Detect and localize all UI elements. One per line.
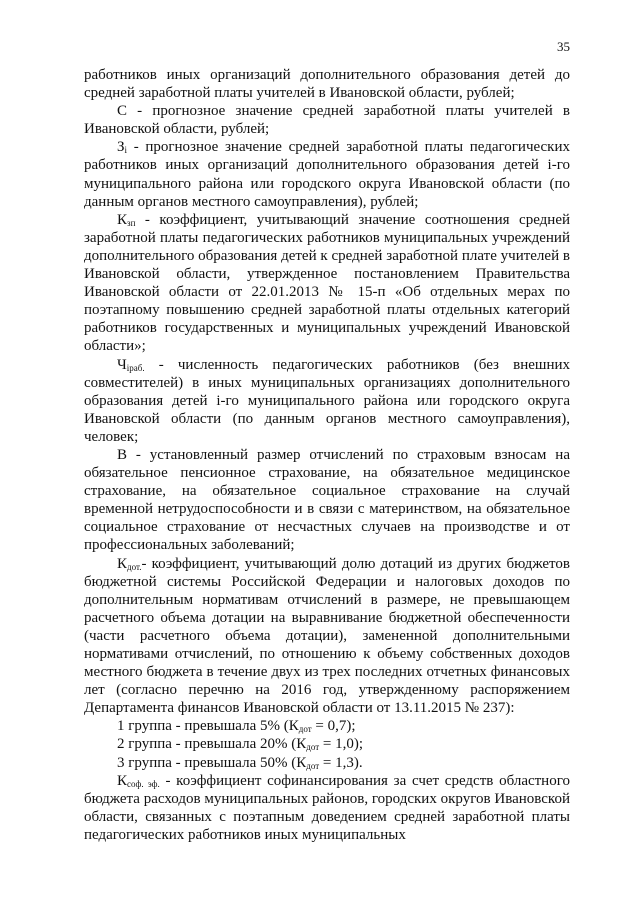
symbol-subscript: дот. bbox=[127, 561, 142, 572]
paragraph-c-definition: С - прогнозное значение средней заработной платы учителей в Ивановской области, рублей; bbox=[84, 103, 570, 138]
symbol-k: К bbox=[117, 211, 128, 228]
symbol-k: К bbox=[117, 555, 128, 572]
group-value: = 1,0); bbox=[319, 736, 364, 753]
group-item-1 bbox=[84, 717, 570, 735]
paragraph-ksof-definition bbox=[84, 772, 570, 844]
paragraph-zi-definition bbox=[84, 138, 570, 210]
definition-text: - коэффициент, учитывающий долю дотаций из других бюджетов бюджетной системы Российской Федерации и налоговых доходов по дополнительным нормативам отчислений в размере, не превышающем расчетного объема дотации на выравнивание бюджетной обеспеченности (части расчетного объема дотации), замененной дополнительными нормативами отчислений, по отношению к объему собственных доходов местного бюджета в течение двух из трех последних отчетных финансовых лет (согласно перечню на 2016 год, утвержденному распоряжением Департамента финансов Ивановской области от 13.11.2015 № 237): bbox=[84, 555, 570, 717]
symbol-k: К bbox=[117, 772, 128, 789]
document-body bbox=[84, 66, 570, 844]
definition-text: - коэффициент, учитывающий значение соотношения средней заработной платы педагогических работников муниципальных учреждений дополнительного образования детей к средней заработной плате учителей в Ивановской области, утвержденное постановлением Правительства Ивановской области от 22.01.2013 № 15-п «Об отдельных мерах по поэтапному повышению средней заработной платы отдельных категорий работников государственных и муниципальных учреждений Ивановской области»; bbox=[84, 211, 570, 355]
definition-text: - прогнозное значение средней заработной платы педагогических работников иных организаций дополнительного образования детей i-го муниципального района или городского округа Ивановской области (по данным органов местного самоуправления), рублей; bbox=[84, 139, 570, 210]
paragraph-kzp-definition bbox=[84, 211, 570, 356]
group-subscript: дот bbox=[306, 760, 320, 771]
group-item-2 bbox=[84, 735, 570, 753]
definition-text: - численность педагогических работников (без внешних совместителей) в иных муниципальных организациях дополнительного образования детей i-го муниципального района или городского округа Ивановской области (по данным органов местного самоуправления), человек; bbox=[84, 356, 570, 445]
group-text: 3 группа - превышала 50% (К bbox=[117, 754, 307, 771]
group-text: 2 группа - превышала 20% (К bbox=[117, 736, 307, 753]
page-number: 35 bbox=[557, 39, 570, 54]
group-value: = 0,7); bbox=[311, 718, 356, 735]
symbol-ch: Ч bbox=[117, 356, 127, 373]
group-value: = 1,3). bbox=[319, 754, 363, 771]
paragraph-v-definition: В - установленный размер отчислений по страховым взносам на обязательное пенсионное страхование, на обязательное медицинское страхование, на обязательное социальное страхование на случай временной нетрудоспособности и в связи с материнством, на обязательное социальное страхование от несчастных случаев на производстве и от профессиональных заболеваний; bbox=[84, 446, 570, 554]
symbol-subscript: соф. эф. bbox=[127, 778, 160, 789]
paragraph-chirab-definition bbox=[84, 356, 570, 446]
definition-text: - коэффициент софинансирования за счет средств областного бюджета расходов муниципальных районов, городских округов Ивановской области, связанных с поэтапным доведением средней заработной платы педагогических работников иных муниципальных bbox=[84, 772, 570, 843]
symbol-subscript: i bbox=[124, 145, 128, 156]
symbol-z: З bbox=[117, 139, 125, 156]
group-item-3 bbox=[84, 754, 570, 772]
group-subscript: дот bbox=[298, 724, 312, 735]
symbol-subscript: зп bbox=[127, 217, 136, 228]
symbol-subscript: iраб. bbox=[126, 362, 145, 373]
paragraph-kdot-definition bbox=[84, 555, 570, 718]
group-text: 1 группа - превышала 5% (К bbox=[117, 718, 299, 735]
group-subscript: дот bbox=[306, 742, 320, 753]
paragraph-intro-continuation: работников иных организаций дополнительного образования детей до средней заработной платы учителей в Ивановской области, рублей; bbox=[84, 67, 570, 102]
